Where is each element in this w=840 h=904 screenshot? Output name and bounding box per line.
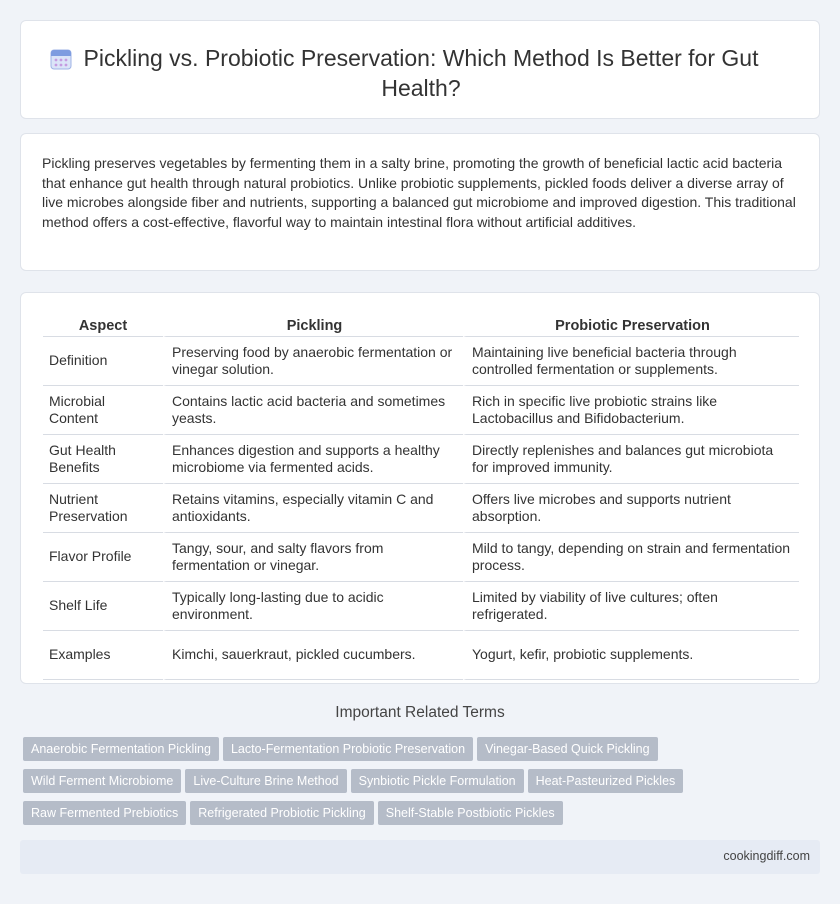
related-term-tag[interactable]: Anaerobic Fermentation Pickling [23, 737, 219, 761]
aspect-cell: Gut Health Benefits [43, 435, 163, 484]
related-terms-list [23, 737, 813, 833]
footer-site: cookingdiff.com [723, 849, 810, 863]
comparison-table [43, 315, 799, 680]
table-row [43, 631, 799, 680]
header-aspect: Aspect [43, 315, 163, 337]
intro-paragraph: Pickling preserves vegetables by fermenting them in a salty brine, promoting the growth of beneficial lactic acid bacteria that enhance gut health through natural probiotics. Unlike probiotic supplements, pickled foods deliver a diverse array of live microbes alongside fiber and nutrients, supporting a balanced gut microbiome and improved digestion. This traditional method offers a cost-effective, flavorful way to maintain intestinal flora without artificial additives. [42, 155, 796, 230]
aspect-cell: Nutrient Preservation [43, 484, 163, 533]
related-term-tag[interactable]: Heat-Pasteurized Pickles [528, 769, 684, 793]
probiotic-cell: Maintaining live beneficial bacteria through controlled fermentation or supplements. [463, 337, 799, 386]
related-terms-title: Important Related Terms [335, 704, 505, 721]
page-title: Pickling vs. Probiotic Preservation: Which Method Is Better for Gut Health? [83, 45, 759, 101]
pickling-cell: Retains vitamins, especially vitamin C and antioxidants. [163, 484, 463, 533]
probiotic-cell: Yogurt, kefir, probiotic supplements. [463, 631, 799, 680]
related-term-tag[interactable]: Shelf-Stable Postbiotic Pickles [378, 801, 563, 825]
table-row [43, 533, 799, 582]
pickling-cell: Tangy, sour, and salty flavors from fermentation or vinegar. [163, 533, 463, 582]
related-term-tag[interactable]: Vinegar-Based Quick Pickling [477, 737, 657, 761]
probiotic-cell: Directly replenishes and balances gut microbiota for improved immunity. [463, 435, 799, 484]
table-row [43, 435, 799, 484]
pickling-cell: Typically long-lasting due to acidic environment. [163, 582, 463, 631]
table-row [43, 484, 799, 533]
related-term-tag[interactable]: Raw Fermented Prebiotics [23, 801, 186, 825]
pickling-cell: Enhances digestion and supports a healthy microbiome via fermented acids. [163, 435, 463, 484]
aspect-cell: Examples [43, 631, 163, 680]
related-term-tag[interactable]: Lacto-Fermentation Probiotic Preservation [223, 737, 473, 761]
intro-card [20, 133, 820, 271]
comparison-card [20, 292, 820, 684]
aspect-cell: Microbial Content [43, 386, 163, 435]
table-row [43, 337, 799, 386]
title-card [20, 20, 820, 119]
table-row [43, 386, 799, 435]
related-term-tag[interactable]: Synbiotic Pickle Formulation [351, 769, 524, 793]
pickling-cell: Kimchi, sauerkraut, pickled cucumbers. [163, 631, 463, 680]
pickling-cell: Contains lactic acid bacteria and sometimes yeasts. [163, 386, 463, 435]
table-row [43, 582, 799, 631]
header-probiotic: Probiotic Preservation [463, 315, 799, 337]
aspect-cell: Definition [43, 337, 163, 386]
related-term-tag[interactable]: Live-Culture Brine Method [185, 769, 346, 793]
related-term-tag[interactable]: Wild Ferment Microbiome [23, 769, 181, 793]
footer [20, 840, 820, 874]
header-pickling: Pickling [163, 315, 463, 337]
probiotic-cell: Rich in specific live probiotic strains like Lactobacillus and Bifidobacterium. [463, 386, 799, 435]
related-term-tag[interactable]: Refrigerated Probiotic Pickling [190, 801, 373, 825]
aspect-cell: Flavor Profile [43, 533, 163, 582]
probiotic-cell: Mild to tangy, depending on strain and fermentation process. [463, 533, 799, 582]
probiotic-cell: Limited by viability of live cultures; often refrigerated. [463, 582, 799, 631]
table-header-row [43, 315, 799, 337]
probiotic-cell: Offers live microbes and supports nutrient absorption. [463, 484, 799, 533]
pickling-cell: Preserving food by anaerobic fermentation or vinegar solution. [163, 337, 463, 386]
aspect-cell: Shelf Life [43, 582, 163, 631]
